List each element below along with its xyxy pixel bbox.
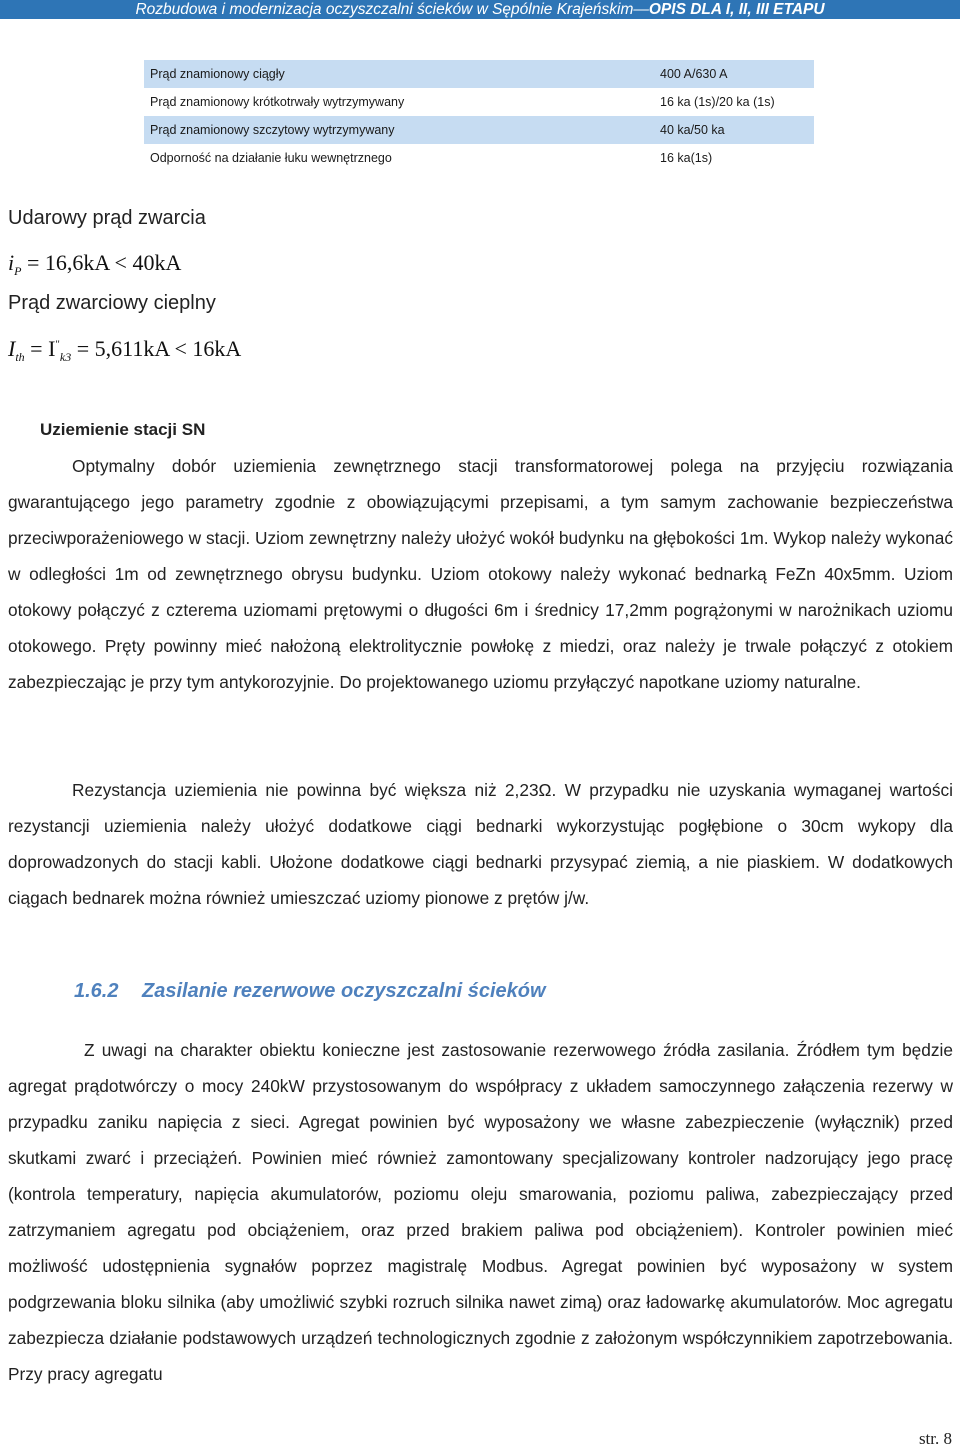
spec-label: Prąd znamionowy krótkotrwały wytrzymywany (150, 95, 405, 109)
cieplny-formula (8, 336, 241, 365)
formula-sub: P (14, 264, 22, 278)
table-row (144, 116, 814, 144)
section-title: Uziemienie stacji SN (40, 420, 206, 439)
subsection-heading (74, 980, 546, 1003)
table-row (144, 144, 814, 172)
formula-var: i (8, 250, 15, 275)
paragraph (8, 448, 953, 700)
formula-mid: = I (30, 336, 56, 361)
paragraph-text: Rezystancja uziemienia nie powinna być większa niż 2,23Ω. W przypadku nie uzyskania wymaganej wartości rezystancji uziemienia należy ułożyć dodatkowe ciągi bednarki wykorzystując pogłębione o 30cm wykopy dla doprowadzonych do stacji kabli. Ułożone dodatkowe ciągi bednarki przysypać ziemią, a nie piaskiem. W dodatkowych ciągach bednarek można również umieszczać uziomy pionowe z prętów j/w. (8, 780, 953, 908)
paragraph-text: Optymalny dobór uziemienia zewnętrznego stacji transformatorowej polega na przyjęciu rozwiązania gwarantującego jego parametry zgodnie z obowiązującymi przepisami, a tym samym zachowanie bezpieczeństwa przeciwporażeniowego w stacji. Uziom zewnętrzny należy ułożyć wokół budynku na głębokości 1m. Wykop należy wykonać w odległości 1m od zewnętrznego obrysu budynku. Uziom otokowy należy wykonać bednarką FeZn 40x5mm. Uziom otokowy połączyć z czterema uziomami prętowymi o długości 6m i średnicy 17,2mm pogrążonymi w narożnikach uziomu otokowego. Pręty powinny mieć nałożoną elektrolitycznie powłokę z miedzi, oraz należy je trwale połączyć z otokiem zabezpieczając je przy tym antykorozyjnie. Do projektowanego uziomu przyłączyć napotkane uziomy naturalne. (8, 456, 953, 692)
table-row (144, 60, 814, 88)
formula-sub: th (15, 350, 25, 364)
table-row (144, 88, 814, 116)
header-subtitle: OPIS DLA I, II, III ETAPU (648, 1, 825, 18)
spec-value: 16 ka(1s) (660, 151, 713, 165)
cieplny-heading: Prąd zwarciowy cieplny (8, 292, 216, 314)
formula-mid-sub: k3 (59, 350, 72, 364)
formula-rhs: = 5,611kA < 16kA (76, 336, 242, 361)
paragraph (8, 1032, 953, 1392)
spec-label: Odporność na działanie łuku wewnętrznego (150, 151, 392, 165)
formula-rhs: = 16,6kA < 40kA (26, 250, 182, 275)
spec-table (144, 60, 814, 172)
subsection-title: Zasilanie rezerwowe oczyszczalni ścieków (142, 980, 546, 1002)
formula-var: I (8, 336, 16, 361)
subsection-number: 1.6.2 (74, 980, 119, 1002)
formula-mid-sup: " (55, 338, 60, 351)
spec-value: 16 ka (1s)/20 ka (1s) (660, 95, 775, 109)
page-number: str. 8 (918, 1429, 952, 1448)
document-header (0, 0, 960, 19)
paragraph (8, 772, 953, 916)
spec-value: 40 ka/50 ka (650, 116, 814, 144)
spec-label: Prąd znamionowy ciągły (144, 60, 650, 88)
spec-value: 400 A/630 A (650, 60, 814, 88)
spec-label: Prąd znamionowy szczytowy wytrzymywany (144, 116, 650, 144)
header-title: Rozbudowa i modernizacja oczyszczalni ścieków w Sępólnie Krajeńskim— (135, 1, 649, 18)
udarowy-formula (8, 250, 181, 279)
paragraph-text: Z uwagi na charakter obiektu konieczne jest zastosowanie rezerwowego źródła zasilania. Źródłem tym będzie agregat prądotwórczy o mocy 240kW przystosowanym do współpracy z układem samoczynnego załączenia rezerwy w przypadku zaniku napięcia z sieci. Agregat powinien być wyposażony we własne zabezpieczenie (wyłącznik) przed skutkami zwarć i przeciążeń. Powinien mieć również zamontowany specjalizowany kontroler nadzorujący jego pracę (kontrola temperatury, napięcia akumulatorów, poziomu oleju smarowania, poziomu paliwa, zabezpieczający przed zatrzymaniem agregatu pod obciążeniem, oraz przed brakiem paliwa pod obciążeniem). Kontroler powinien mieć możliwość udostępnienia sygnałów poprzez magistralę Modbus. Agregat powinien być wyposażony w system podgrzewania bloku silnika (aby umożliwić szybki rozruch silnika nawet zimą) oraz ładowarkę akumulatorów. Moc agregatu zabezpiecza działanie podstawowych urządzeń technologicznych zgodnie z założonym współczynnikiem zapotrzebowania. Przy pracy agregatu (8, 1040, 953, 1384)
udarowy-heading: Udarowy prąd zwarcia (8, 207, 206, 229)
